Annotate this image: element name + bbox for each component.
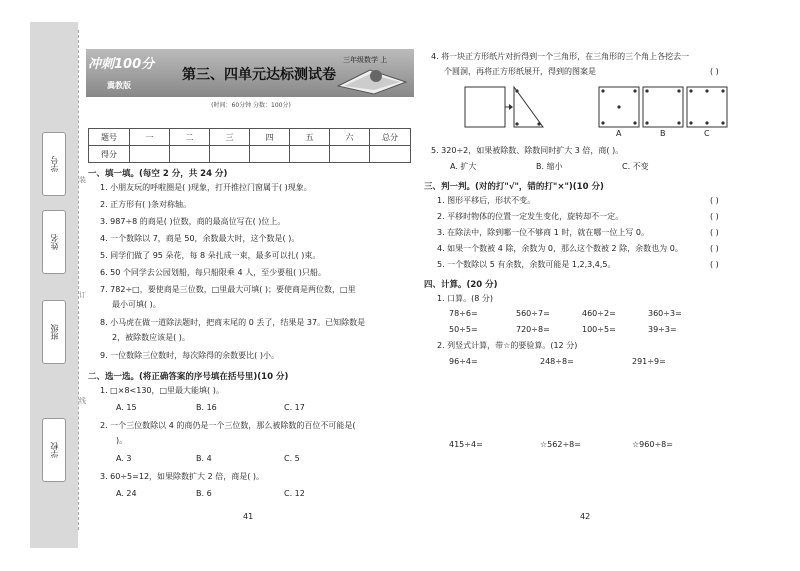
score-input-cell[interactable] bbox=[250, 146, 290, 163]
fill-question-8-cont: 2，被除数应该是( )。 bbox=[112, 333, 190, 342]
vertical-calc-item[interactable]: 291÷9= bbox=[632, 357, 666, 366]
fill-question-8: 8. 小马虎在做一道除法题时，把商末尾的 0 丢了，结果是 37。已知除数是 bbox=[100, 318, 366, 327]
judge-question-1: 1. 图形平移后，形状不变。 bbox=[437, 196, 536, 205]
vertical-calc-item[interactable]: 415÷4= bbox=[449, 440, 483, 449]
fill-question-9: 9. 一位数除三位数时，每次除得的余数要比( )小。 bbox=[100, 351, 279, 360]
cut-mark: 订 bbox=[79, 291, 86, 299]
choice-option[interactable]: A. 3 bbox=[116, 454, 132, 463]
vertical-calc-heading: 2. 列竖式计算，带☆的要验算。(12 分) bbox=[437, 341, 578, 350]
school-label: 学校 bbox=[42, 418, 66, 482]
page-number-right: 42 bbox=[580, 512, 591, 521]
student-id-label: 学号 bbox=[42, 132, 66, 196]
folding-diagram bbox=[464, 86, 544, 128]
page-number-left: 41 bbox=[243, 512, 254, 521]
choice-option[interactable]: C. 17 bbox=[284, 403, 305, 412]
section-2-heading: 二、选一选。(将正确答案的序号填在括号里)(10 分) bbox=[88, 372, 289, 382]
fill-question-7: 7. 782÷□，要使商是三位数，□里最大可填( )；要使商是两位数，□里 bbox=[100, 285, 356, 294]
section-1-heading: 一、填一填。(每空 2 分，共 24 分) bbox=[88, 169, 228, 179]
choice-option[interactable]: A. 15 bbox=[116, 403, 137, 412]
cut-mark: 装 bbox=[79, 176, 86, 184]
choice-option[interactable]: C. 12 bbox=[284, 489, 305, 498]
answer-paren[interactable]: ( ) bbox=[710, 196, 719, 205]
class-label: 班级 bbox=[42, 300, 66, 364]
answer-paren[interactable]: ( ) bbox=[710, 228, 719, 237]
answer-paren[interactable]: ( ) bbox=[710, 212, 719, 221]
oral-item[interactable]: 560÷7= bbox=[516, 309, 550, 318]
option-c-label: C bbox=[704, 129, 710, 138]
score-table bbox=[88, 128, 411, 163]
choice-question-4: 4. 将一块正方形纸片对折得到一个三角形，在三角形的三个角上各挖去一 bbox=[431, 52, 690, 61]
score-input-cell[interactable] bbox=[130, 146, 170, 163]
fill-question-5: 5. 同学们做了 95 朵花，每 8 朵扎成一束，最多可以扎( )束。 bbox=[100, 251, 321, 260]
judge-question-3: 3. 在除法中，除到哪一位不够商 1 时，就在哪一位上写 0。 bbox=[437, 228, 649, 237]
fill-question-3: 3. 987÷8 的商是( )位数，商的最高位写在( )位上。 bbox=[100, 217, 286, 226]
fill-question-4: 4. 一个数除以 7，商是 50，余数最大时，这个数是( )。 bbox=[100, 234, 300, 243]
choice-question-3: 3. 60÷5=12，如果除数扩大 2 倍，商是( )。 bbox=[100, 472, 264, 481]
choice-option[interactable]: B. 6 bbox=[196, 489, 212, 498]
fill-question-2: 2. 正方形有( )条对称轴。 bbox=[100, 200, 191, 209]
option-c-pattern[interactable] bbox=[686, 86, 728, 128]
oral-item[interactable]: 50÷5= bbox=[449, 325, 478, 334]
oral-item[interactable]: 39÷3= bbox=[648, 325, 677, 334]
score-cell: 四 bbox=[250, 129, 290, 146]
choice-option[interactable]: B. 缩小 bbox=[536, 162, 563, 171]
edition-label: 冀教版 bbox=[107, 81, 131, 90]
score-input-cell[interactable] bbox=[370, 146, 411, 163]
score-input-cell[interactable] bbox=[330, 146, 370, 163]
choice-option[interactable]: C. 不变 bbox=[622, 162, 649, 171]
fill-question-6: 6. 50 个同学去公园划船，每只船限乘 4 人，至少要租( )只船。 bbox=[100, 268, 326, 277]
score-cell: 题号 bbox=[89, 129, 130, 146]
choice-question-2: 2. 一个三位数除以 4 的商仍是一个三位数，那么被除数的百位不可能是( bbox=[100, 421, 356, 430]
option-a-label: A bbox=[616, 129, 622, 138]
oral-item[interactable]: 360÷3= bbox=[648, 309, 682, 318]
oral-item[interactable]: 100÷5= bbox=[582, 325, 616, 334]
oral-item[interactable]: 78÷6= bbox=[449, 309, 478, 318]
score-cell: 得分 bbox=[89, 146, 130, 163]
score-cell: 一 bbox=[130, 129, 170, 146]
vertical-calc-item[interactable]: 96÷4= bbox=[449, 357, 478, 366]
choice-question-1: 1. □×8<130，□里最大能填( )。 bbox=[100, 386, 224, 395]
vertical-calc-item[interactable]: 248÷8= bbox=[540, 357, 574, 366]
answer-paren[interactable]: ( ) bbox=[710, 67, 719, 76]
brand-logo: 冲刺100分 bbox=[88, 57, 155, 72]
judge-question-2: 2. 平移时物体的位置一定发生变化，旋转却不一定。 bbox=[437, 212, 624, 221]
choice-question-4-cont: 个圆洞，再将正方形纸展开，得到的图案是 bbox=[444, 67, 596, 76]
section-3-heading: 三、判一判。(对的打"√"，错的打"×")(10 分) bbox=[424, 182, 604, 192]
vertical-calc-item[interactable]: ☆960÷8= bbox=[632, 440, 673, 449]
name-label: 姓名 bbox=[42, 210, 66, 274]
choice-option[interactable]: C. 5 bbox=[284, 454, 300, 463]
choice-option[interactable]: B. 4 bbox=[196, 454, 212, 463]
score-input-cell[interactable] bbox=[170, 146, 210, 163]
page-title: 第三、四单元达标测试卷 bbox=[182, 67, 336, 83]
choice-option[interactable]: A. 扩大 bbox=[450, 162, 477, 171]
choice-option[interactable]: A. 24 bbox=[116, 489, 137, 498]
option-b-pattern[interactable] bbox=[642, 86, 684, 128]
answer-paren[interactable]: ( ) bbox=[710, 244, 719, 253]
fill-question-7-cont: 最小可填( )。 bbox=[112, 300, 161, 309]
option-a-pattern[interactable] bbox=[598, 86, 640, 128]
oral-item[interactable]: 460÷2= bbox=[582, 309, 616, 318]
score-cell: 二 bbox=[170, 129, 210, 146]
score-cell: 六 bbox=[330, 129, 370, 146]
judge-question-4: 4. 如果一个数被 4 除，余数为 0，那么这个数被 2 除，余数也为 0。 bbox=[437, 244, 683, 253]
oral-item[interactable]: 720÷8= bbox=[516, 325, 550, 334]
score-input-cell[interactable] bbox=[210, 146, 250, 163]
fill-question-1: 1. 小朋友玩的呼啦圈是( )现象，打开推拉门窗属于( )现象。 bbox=[100, 183, 312, 192]
exam-time-info: (时间：60分钟 分数：100分) bbox=[211, 102, 291, 109]
answer-paren[interactable]: ( ) bbox=[710, 260, 719, 269]
section-4-heading: 四、计算。(20 分) bbox=[424, 280, 498, 290]
choice-question-2-cont: )。 bbox=[116, 436, 128, 445]
score-cell: 总分 bbox=[370, 129, 411, 146]
cut-mark: 线 bbox=[79, 397, 86, 405]
score-cell: 五 bbox=[290, 129, 330, 146]
book-illustration-icon bbox=[330, 64, 410, 96]
score-cell: 三 bbox=[210, 129, 250, 146]
option-b-label: B bbox=[660, 129, 666, 138]
judge-question-5: 5. 一个数除以 5 有余数，余数可能是 1,2,3,4,5。 bbox=[437, 260, 616, 269]
cut-line bbox=[78, 30, 79, 530]
oral-calc-heading: 1. 口算。(8 分) bbox=[437, 294, 494, 303]
vertical-calc-item[interactable]: ☆562÷8= bbox=[540, 440, 581, 449]
grade-label: 三年级数学 上 bbox=[343, 56, 388, 64]
choice-option[interactable]: B. 16 bbox=[196, 403, 217, 412]
score-input-cell[interactable] bbox=[290, 146, 330, 163]
choice-question-5: 5. 320÷2，如果被除数、除数同时扩大 3 倍，商( )。 bbox=[431, 146, 624, 155]
